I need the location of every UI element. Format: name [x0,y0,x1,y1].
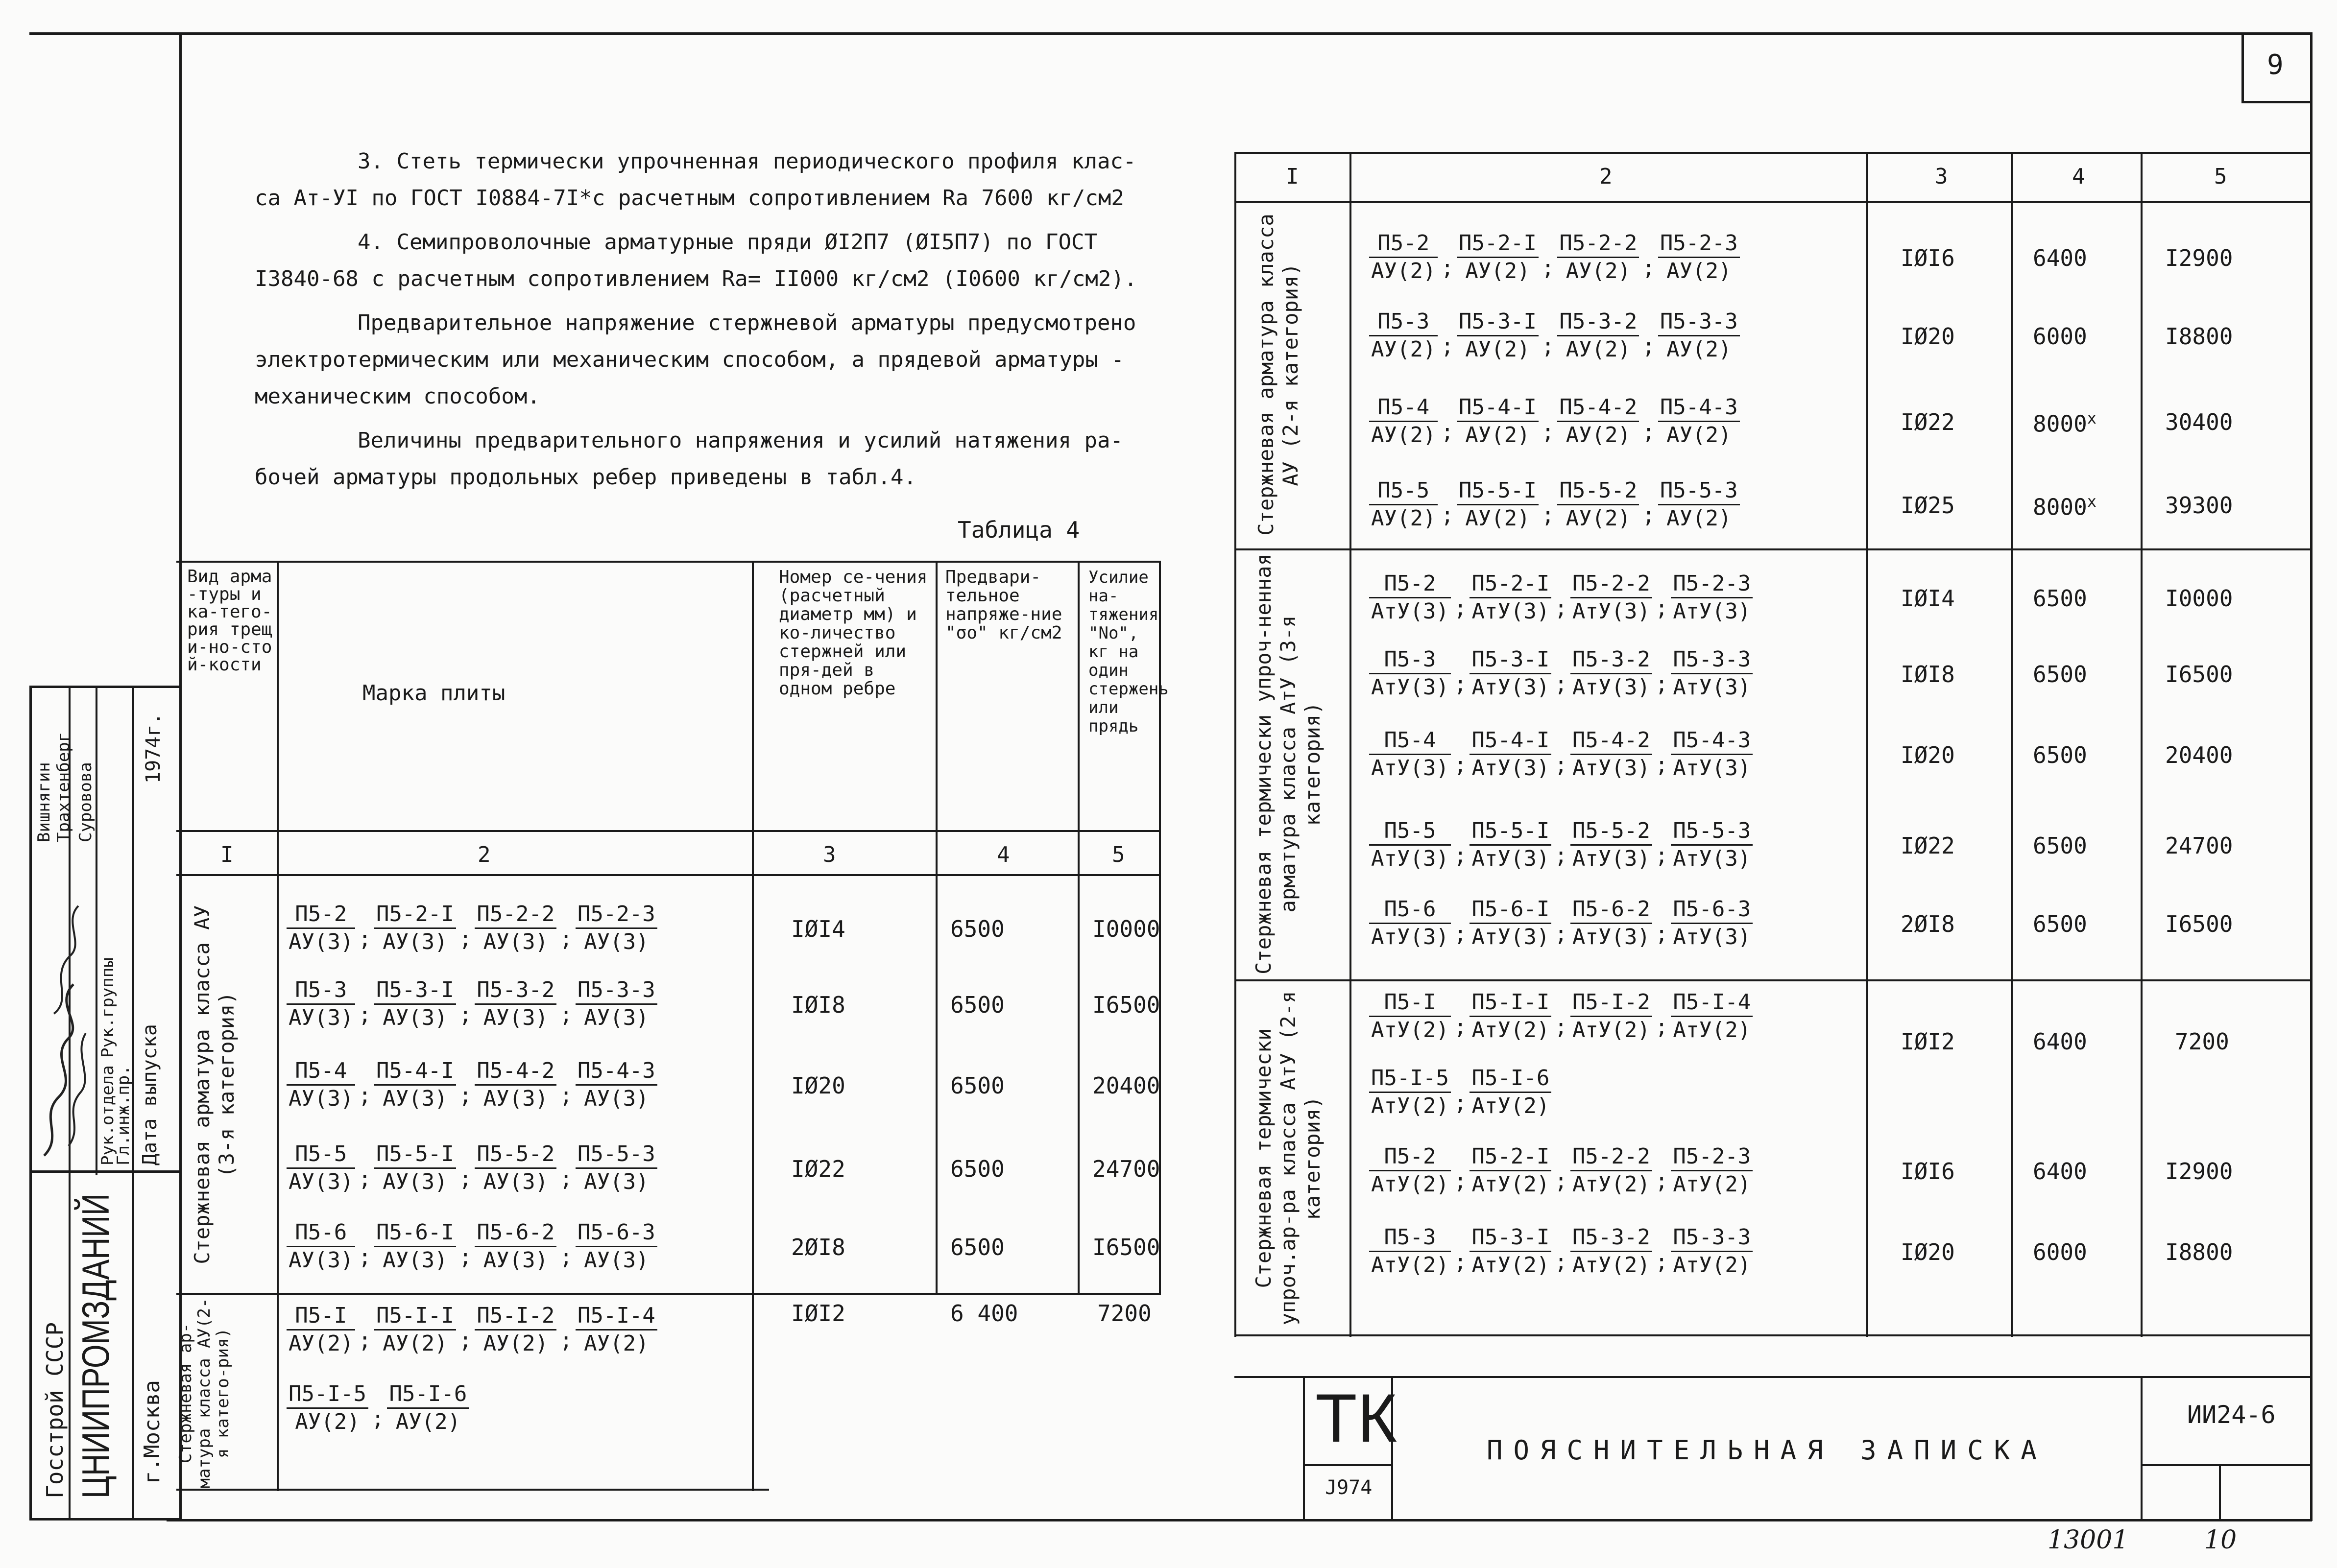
left-row-section-2: IØI8 [791,992,845,1018]
left-row-mark: П5-5-3 АУ(3) [576,1141,657,1195]
right-row-mark: П5-3-3 АУ(2) [1658,309,1740,363]
right-group-label-2: Стержневая термически упроч-ненная арматура класса АтУ (3-я категория) [1252,553,1325,974]
left-row-stress-6: 6 400 [950,1300,1018,1327]
right-row-section-9: 2ØI8 [1901,911,1955,937]
left-row-mark: П5-5-2 АУ(3) [475,1141,556,1195]
left-row-mark: П5-I-2 АУ(2) [475,1303,556,1357]
title-block-year: J974 [1325,1476,1373,1499]
stamp-name-1: Вишнягин [34,762,54,842]
stamp-role-3: Рук.группы [98,957,118,1058]
right-colnum-1: I [1286,164,1299,189]
right-row-mark: П5-3-I АУ(2) [1457,309,1539,363]
right-row-mark: П5-2-I АтУ(3) [1470,570,1551,625]
right-row-mark: П5-3-2 АтУ(2) [1570,1224,1652,1279]
right-row-force-9: I6500 [2165,911,2233,937]
right-row-mark: П5-4-I АУ(2) [1457,394,1539,449]
left-group-label-2: Стержневая ар-матура класса АУ(2-я катего-рия) [176,1298,233,1489]
stamp-role-2: Гл.инж.пр. [114,1065,133,1165]
right-row-marks-1: П5-2 АУ(2) ; П5-2-I АУ(2) ; П5-2-2 АУ(2) ; П5-2-3 АУ(2) [1369,230,1740,285]
para-line-6: электротермическим или механическим способом, а прядевой арматуры - [255,347,1124,372]
left-row-marks-4: П5-5 АУ(3) ; П5-5-I АУ(3) ; П5-5-2 АУ(3) ; П5-5-3 АУ(3) [287,1141,657,1195]
left-row-section-4: IØ22 [791,1156,845,1182]
left-row-mark: П5-6-I АУ(3) [374,1219,456,1274]
left-row-marks-5: П5-6 АУ(3) ; П5-6-I АУ(3) ; П5-6-2 АУ(3) ; П5-6-3 АУ(3) [287,1219,657,1274]
right-row-section-6: IØI8 [1901,661,1955,688]
right-row-force-12: I2900 [2165,1158,2233,1185]
frame-bottom-line [167,1519,2312,1521]
right-row-force-1: I2900 [2165,245,2233,271]
left-row-stress-3: 6500 [950,1072,1005,1099]
right-row-mark: П5-4-2 АУ(2) [1557,394,1639,449]
left-row-mark: П5-6 АУ(3) [287,1219,355,1274]
right-row-force-5: I0000 [2165,585,2233,612]
right-row-stress-8: 6500 [2033,832,2087,859]
right-row-section-3: IØ22 [1901,409,1955,435]
left-row-marks-1: П5-2 АУ(3) ; П5-2-I АУ(3) ; П5-2-2 АУ(3) ; П5-2-3 АУ(3) [287,901,657,955]
left-row-mark: П5-4-I АУ(3) [374,1058,456,1112]
right-group-label-1: Стержневая арматура класса АУ (2-я категория) [1254,214,1302,536]
frame-top-line [29,32,2312,35]
right-row-mark: П5-6-3 АтУ(3) [1671,896,1753,950]
para-line-7: механическим способом. [255,384,540,409]
para-line-2: са Ат-УI по ГОСТ I0884-7I*с расчетным сопротивлением Rа 7600 кг/см2 [255,186,1124,211]
left-group-label-1: Стержневая арматура класса АУ (3-я категория) [190,905,239,1264]
right-row-force-13: I8800 [2165,1239,2233,1265]
left-row-force-6: 7200 [1097,1300,1152,1327]
right-row-mark: П5-4-I АтУ(3) [1470,727,1551,782]
right-row-mark: П5-5-3 АтУ(3) [1671,818,1753,872]
right-row-force-10: 7200 [2175,1028,2229,1055]
right-row-force-2: I8800 [2165,323,2233,350]
left-header-col3: Номер се-чения (расчетный диаметр мм) и ко-личество стержней или пря-дей в одном ребре [779,567,928,699]
document-title: ПОЯСНИТЕЛЬНАЯ ЗАПИСКА [1487,1435,2048,1466]
left-row-mark: П5-2-I АУ(3) [374,901,456,955]
left-row-mark: П5-3-2 АУ(3) [475,977,556,1031]
left-row-mark: П5-6-3 АУ(3) [576,1219,657,1274]
left-row-mark: П5-4 АУ(3) [287,1058,355,1112]
right-row-mark: П5-5-I АУ(2) [1457,477,1539,532]
left-header-col2: Марка плиты [362,681,506,706]
stamp-name-2: Трахтенберг [54,732,73,842]
right-row-section-1: IØI6 [1901,245,1955,271]
right-row-stress-13: 6000 [2033,1239,2087,1265]
handwritten-sheet-number: 13001 [2048,1525,2129,1555]
right-row-mark: П5-I АтУ(2) [1369,989,1451,1044]
right-row-mark: П5-3 АУ(2) [1369,309,1438,363]
page-number: 9 [2267,49,2284,81]
stamp-year: 1974г. [142,713,165,784]
right-row-mark: П5-4 АУ(2) [1369,394,1438,449]
right-row-mark: П5-2-2 АтУ(3) [1570,570,1652,625]
right-row-mark: П5-5-2 АУ(2) [1557,477,1639,532]
right-row-marks-5: П5-2 АтУ(3) ; П5-2-I АтУ(3) ; П5-2-2 АтУ(3) ; П5-2-3 АтУ(3) [1369,570,1753,625]
stamp-name-3: Суровова [76,762,96,842]
right-row-stress-12: 6400 [2033,1158,2087,1185]
left-row-mark: П5-5-I АУ(3) [374,1141,456,1195]
para-line-9: бочей арматуры продольных ребер приведены в табл.4. [255,465,917,490]
left-header-col5: Усилие на-тяжения "No", кг на один стержень или прядь [1088,568,1169,736]
left-row-mark: П5-6-2 АУ(3) [475,1219,556,1274]
right-row-mark: П5-5 АУ(2) [1369,477,1438,532]
right-row-mark: П5-4 АтУ(3) [1369,727,1451,782]
handwritten-page-number: 10 [2204,1525,2237,1555]
right-row-stress-2: 6000 [2033,323,2087,350]
right-row-mark: П5-2-3 АтУ(3) [1671,570,1753,625]
right-row-marks-12: П5-2 АтУ(2) ; П5-2-I АтУ(2) ; П5-2-2 АтУ(2) ; П5-2-3 АтУ(2) [1369,1143,1753,1198]
right-row-mark: П5-6-I АтУ(3) [1470,896,1551,950]
right-row-marks-13: П5-3 АтУ(2) ; П5-3-I АтУ(2) ; П5-3-2 АтУ(2) ; П5-3-3 АтУ(2) [1369,1224,1753,1279]
right-row-section-2: IØ20 [1901,323,1955,350]
left-row-mark: П5-4-3 АУ(3) [576,1058,657,1112]
right-row-mark: П5-I-6 АтУ(2) [1470,1065,1551,1119]
left-row-force-5: I6500 [1092,1234,1160,1260]
right-row-mark: П5-6 АтУ(3) [1369,896,1451,950]
left-row-mark: П5-2 АУ(3) [287,901,355,955]
right-row-section-12: IØI6 [1901,1158,1955,1185]
left-row-section-6: IØI2 [791,1300,845,1327]
right-row-mark: П5-2 АУ(2) [1369,230,1438,285]
left-row-marks-2: П5-3 АУ(3) ; П5-3-I АУ(3) ; П5-3-2 АУ(3) ; П5-3-3 АУ(3) [287,977,657,1031]
left-row-mark: П5-3-3 АУ(3) [576,977,657,1031]
right-row-marks-6: П5-3 АтУ(3) ; П5-3-I АтУ(3) ; П5-3-2 АтУ(3) ; П5-3-3 АтУ(3) [1369,646,1753,701]
left-colnum-4: 4 [997,842,1010,867]
right-colnum-2: 2 [1599,164,1613,189]
right-row-force-6: I6500 [2165,661,2233,688]
right-row-mark: П5-2 АтУ(2) [1369,1143,1451,1198]
left-row-mark: П5-I-4 АУ(2) [576,1303,657,1357]
right-row-stress-4: 8000$^x$ [2033,492,2097,521]
left-row-marks-7: П5-I-5 АУ(2) ; П5-I-6 АУ(2) [287,1381,469,1435]
right-row-mark: П5-3-2 АтУ(3) [1570,646,1652,701]
left-header-col1: Вид арма-туры и ка-тего-рия трещи-но-стой-кости [187,567,272,675]
right-row-mark: П5-2 АтУ(3) [1369,570,1451,625]
left-row-mark: П5-5 АУ(3) [287,1141,355,1195]
left-row-section-5: 2ØI8 [791,1234,845,1260]
right-row-stress-1: 6400 [2033,245,2087,271]
left-row-force-2: I6500 [1092,992,1160,1018]
right-row-section-5: IØI4 [1901,585,1955,612]
right-row-section-7: IØ20 [1901,742,1955,768]
left-row-stress-5: 6500 [950,1234,1005,1260]
left-row-section-3: IØ20 [791,1072,845,1099]
right-row-marks-10: П5-I АтУ(2) ; П5-I-I АтУ(2) ; П5-I-2 АтУ(2) ; П5-I-4 АтУ(2) [1369,989,1753,1044]
logo-mark: ТК [1315,1379,1397,1456]
left-row-mark: П5-4-2 АУ(3) [475,1058,556,1112]
left-row-section-1: IØI4 [791,916,845,942]
right-row-mark: П5-3-I АтУ(2) [1470,1224,1551,1279]
para-line-3: 4. Семипроволочные арматурные пряди ØI2П7 (ØI5П7) по ГОСТ [358,230,1097,255]
left-colnum-2: 2 [478,842,491,867]
left-row-mark: П5-3-I АУ(3) [374,977,456,1031]
right-row-marks-11: П5-I-5 АтУ(2) ; П5-I-6 АтУ(2) [1369,1065,1551,1119]
para-line-5: Предварительное напряжение стержневой арматуры предусмотрено [358,310,1136,335]
left-row-mark: П5-I-I АУ(2) [374,1303,456,1357]
right-row-mark: П5-4-2 АтУ(3) [1570,727,1652,782]
right-row-marks-2: П5-3 АУ(2) ; П5-3-I АУ(2) ; П5-3-2 АУ(2) ; П5-3-3 АУ(2) [1369,309,1740,363]
right-row-stress-3: 8000$^x$ [2033,409,2097,437]
right-row-section-10: IØI2 [1901,1028,1955,1055]
stamp-org-2: ЦНИИПРОМЗДАНИЙ [74,1193,117,1498]
right-row-stress-6: 6500 [2033,661,2087,688]
right-row-marks-8: П5-5 АтУ(3) ; П5-5-I АтУ(3) ; П5-5-2 АтУ(3) ; П5-5-3 АтУ(3) [1369,818,1753,872]
right-row-stress-9: 6500 [2033,911,2087,937]
right-row-marks-9: П5-6 АтУ(3) ; П5-6-I АтУ(3) ; П5-6-2 АтУ(3) ; П5-6-3 АтУ(3) [1369,896,1753,950]
left-row-mark: П5-I-5 АУ(2) [287,1381,368,1435]
para-line-1: 3. Стеть термически упрочненная периодического профиля клас- [358,149,1136,174]
right-row-mark: П5-2-3 АтУ(2) [1671,1143,1753,1198]
right-row-mark: П5-2-I АтУ(2) [1470,1143,1551,1198]
right-row-mark: П5-I-I АтУ(2) [1470,989,1551,1044]
left-colnum-1: I [220,842,234,867]
right-row-mark: П5-2-2 АтУ(2) [1570,1143,1652,1198]
right-row-mark: П5-I-5 АтУ(2) [1369,1065,1451,1119]
right-row-mark: П5-4-3 АУ(2) [1658,394,1740,449]
right-row-mark: П5-4-3 АтУ(3) [1671,727,1753,782]
right-row-force-4: 39300 [2165,492,2233,519]
left-row-stress-4: 6500 [950,1156,1005,1182]
right-row-mark: П5-2-2 АУ(2) [1557,230,1639,285]
right-row-mark: П5-5-I АтУ(3) [1470,818,1551,872]
left-row-mark: П5-I-6 АУ(2) [387,1381,469,1435]
stamp-role-1: Рук.отдела [98,1065,118,1165]
stamp-city: г.Москва [140,1380,165,1484]
left-row-marks-6: П5-I АУ(2) ; П5-I-I АУ(2) ; П5-I-2 АУ(2) ; П5-I-4 АУ(2) [287,1303,657,1357]
right-row-force-8: 24700 [2165,832,2233,859]
para-line-4: I3840-68 с расчетным сопротивлением Rа= II000 кг/см2 (I0600 кг/см2). [255,266,1137,291]
right-row-section-13: IØ20 [1901,1239,1955,1265]
left-colnum-5: 5 [1112,842,1125,867]
right-row-marks-4: П5-5 АУ(2) ; П5-5-I АУ(2) ; П5-5-2 АУ(2) ; П5-5-3 АУ(2) [1369,477,1740,532]
right-row-marks-3: П5-4 АУ(2) ; П5-4-I АУ(2) ; П5-4-2 АУ(2) ; П5-4-3 АУ(2) [1369,394,1740,449]
frame-right-line [2310,32,2313,1521]
right-row-section-8: IØ22 [1901,832,1955,859]
left-row-force-1: I0000 [1092,916,1160,942]
right-row-mark: П5-3-I АтУ(3) [1470,646,1551,701]
table-caption: Таблица 4 [958,517,1080,543]
right-row-mark: П5-3-3 АтУ(3) [1671,646,1753,701]
right-row-marks-7: П5-4 АтУ(3) ; П5-4-I АтУ(3) ; П5-4-2 АтУ(3) ; П5-4-3 АтУ(3) [1369,727,1753,782]
left-row-force-3: 20400 [1092,1072,1160,1099]
right-row-section-4: IØ25 [1901,492,1955,519]
stamp-org-1: Госстрой СССР [42,1322,68,1498]
right-row-stress-7: 6500 [2033,742,2087,768]
right-row-mark: П5-2-3 АУ(2) [1658,230,1740,285]
right-colnum-5: 5 [2214,164,2227,189]
right-row-force-3: 30400 [2165,409,2233,435]
left-row-marks-3: П5-4 АУ(3) ; П5-4-I АУ(3) ; П5-4-2 АУ(3) ; П5-4-3 АУ(3) [287,1058,657,1112]
right-group-label-3: Стержневая термически упроч.ар-ра класса АтУ (2-я категория) [1252,991,1325,1326]
right-row-mark: П5-I-4 АтУ(2) [1671,989,1753,1044]
right-row-mark: П5-I-2 АтУ(2) [1570,989,1652,1044]
right-row-stress-10: 6400 [2033,1028,2087,1055]
right-row-mark: П5-5-3 АУ(2) [1658,477,1740,532]
right-row-mark: П5-3 АтУ(2) [1369,1224,1451,1279]
stamp-release-label: Дата выпуска [139,1024,161,1165]
left-row-mark: П5-3 АУ(3) [287,977,355,1031]
left-row-force-4: 24700 [1092,1156,1160,1182]
right-row-mark: П5-3-3 АтУ(2) [1671,1224,1753,1279]
right-row-mark: П5-2-I АУ(2) [1457,230,1539,285]
para-line-8: Величины предварительного напряжения и усилий натяжения ра- [358,428,1123,453]
left-row-stress-1: 6500 [950,916,1005,942]
left-row-mark: П5-I АУ(2) [287,1303,355,1357]
right-row-mark: П5-3-2 АУ(2) [1557,309,1639,363]
left-colnum-3: 3 [823,842,836,867]
right-row-force-7: 20400 [2165,742,2233,768]
right-row-stress-5: 6500 [2033,585,2087,612]
right-colnum-3: 3 [1935,164,1948,189]
signature-image [34,891,96,1165]
left-row-stress-2: 6500 [950,992,1005,1018]
right-colnum-4: 4 [2072,164,2085,189]
left-header-col4: Предвари-тельное напряже-ние "σo" кг/см2 [945,567,1062,643]
right-row-mark: П5-6-2 АтУ(3) [1570,896,1652,950]
left-row-mark: П5-2-2 АУ(3) [475,901,556,955]
right-row-mark: П5-5-2 АтУ(3) [1570,818,1652,872]
right-row-mark: П5-5 АтУ(3) [1369,818,1451,872]
left-row-mark: П5-2-3 АУ(3) [576,901,657,955]
right-row-mark: П5-3 АтУ(3) [1369,646,1451,701]
document-code: ИИ24-6 [2187,1401,2276,1429]
